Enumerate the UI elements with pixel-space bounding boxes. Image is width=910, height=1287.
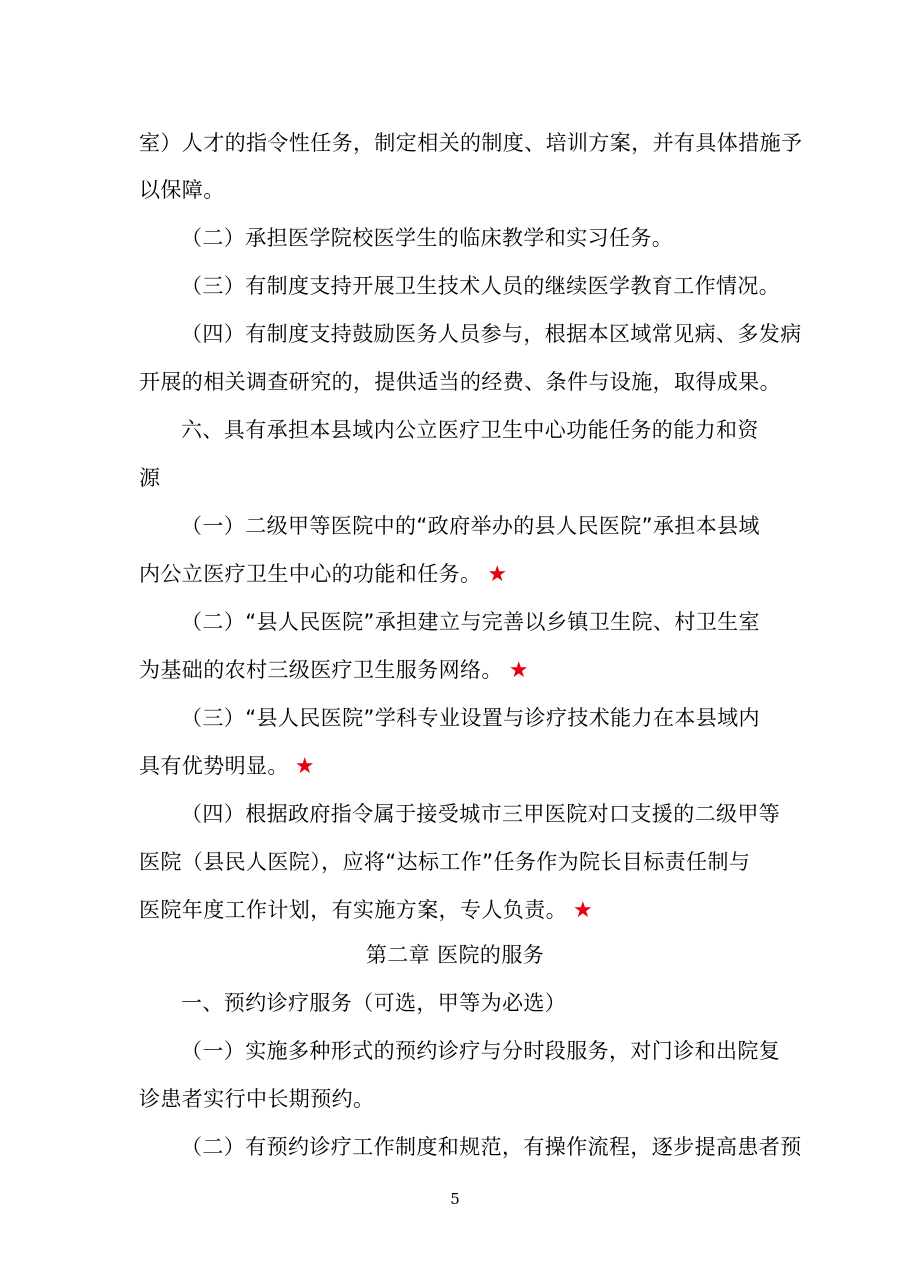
text-line: （一）实施多种形式的预约诊疗与分时段服务，对门诊和出院复 [181, 1039, 781, 1063]
text-line: （二）有预约诊疗工作制度和规范，有操作流程，逐步提高患者预 [181, 1135, 802, 1159]
star-icon: ★ [487, 562, 508, 587]
star-icon: ★ [573, 898, 594, 923]
section-heading: 一、预约诊疗服务（可选，甲等为必选） [181, 991, 567, 1015]
text-line-starred [139, 895, 593, 926]
star-icon: ★ [508, 658, 529, 683]
text-line: （一）二级甲等医院中的“政府举办的县人民医院”承担本县域 [181, 514, 760, 538]
text-line: 开展的相关调查研究的，提供适当的经费、条件与设施，取得成果。 [139, 370, 781, 394]
text-line-content: 具有优势明显。 [139, 754, 289, 778]
text-line: 以保障。 [139, 178, 225, 202]
text-line-content: 为基础的农村三级医疗卫生服务网络。 [139, 658, 503, 682]
text-line: （四）有制度支持鼓励医务人员参与，根据本区域常见病、多发病 [181, 322, 802, 346]
text-line-starred [139, 559, 508, 590]
star-icon: ★ [294, 754, 315, 779]
text-line-content: 医院年度工作计划，有实施方案，专人负责。 [139, 898, 567, 922]
page-number: 5 [450, 1190, 460, 1208]
text-line: （二）承担医学院校医学生的临床教学和实习任务。 [181, 226, 674, 250]
text-line: （四）根据政府指令属于接受城市三甲医院对口支援的二级甲等 [181, 802, 781, 826]
text-line: 室）人才的指令性任务，制定相关的制度、培训方案，并有具体措施予 [139, 131, 803, 155]
text-line: 医院（县民人医院），应将“达标工作”任务作为院长目标责任制与 [139, 850, 751, 874]
text-line: 诊患者实行中长期预约。 [139, 1087, 375, 1111]
text-line: （三）“县人民医院”学科专业设置与诊疗技术能力在本县域内 [181, 706, 760, 730]
section-heading: 六、具有承担本县域内公立医疗卫生中心功能任务的能力和资 [181, 418, 759, 442]
text-line: （二）“县人民医院”承担建立与完善以乡镇卫生院、村卫生室 [181, 610, 760, 634]
text-line: （三）有制度支持开展卫生技术人员的继续医学教育工作情况。 [181, 274, 781, 298]
chapter-title: 第二章 医院的服务 [365, 943, 545, 967]
section-heading-continued: 源 [139, 466, 161, 490]
text-line-starred [139, 751, 315, 782]
text-line-content: 内公立医疗卫生中心的功能和任务。 [139, 562, 482, 586]
text-line-starred [139, 655, 529, 686]
